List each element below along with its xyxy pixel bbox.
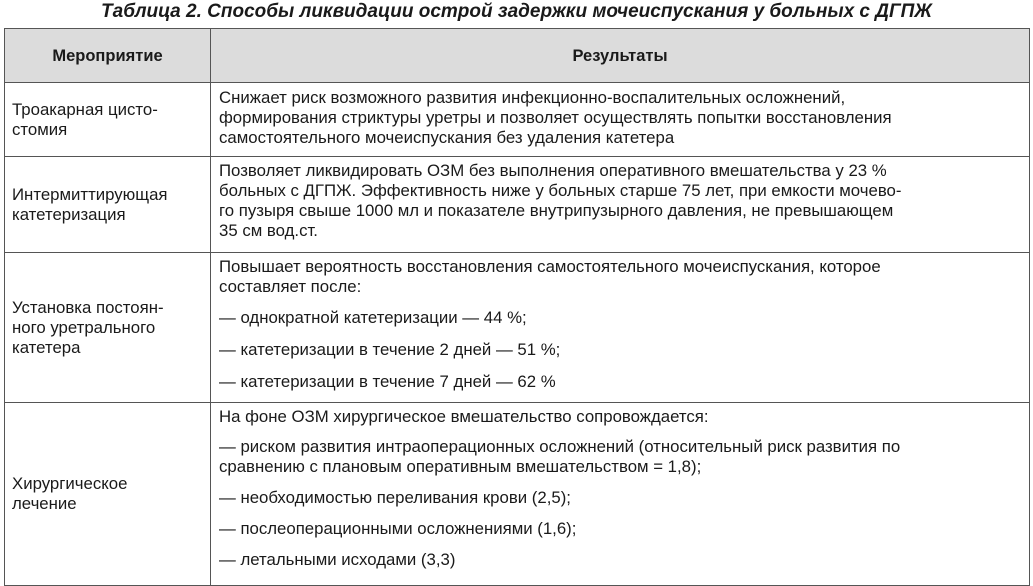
header-results: Результаты (211, 29, 1030, 83)
table-caption: Таблица 2. Способы ликвидации острой задержки мочеиспускания у больных с ДГПЖ (101, 1, 932, 22)
intro-line: На фоне ОЗМ хирургическое вмешательство сопровождается: (219, 407, 709, 426)
list-item (219, 372, 1023, 392)
measure-cell (5, 253, 211, 403)
result-line: го пузыря свыше 1000 мл и показателе внутрипузырного давления, не превышающем (219, 201, 894, 220)
result-cell (211, 83, 1030, 157)
item-line: — послеоперационными осложнениями (1,6); (219, 519, 577, 538)
header-row (5, 29, 1030, 83)
table-row (5, 253, 1030, 403)
table-row (5, 157, 1030, 253)
list-item (219, 519, 1023, 539)
result-intro (219, 407, 1023, 427)
measure-line: Троакарная цисто- (12, 99, 158, 119)
measure-line: катетера (12, 337, 81, 357)
item-line: — однократной катетеризации — 44 %; (219, 308, 527, 327)
header-measure: Мероприятие (5, 29, 211, 83)
list-item (219, 437, 1023, 477)
list-item (219, 340, 1023, 360)
table-row (5, 83, 1030, 157)
data-table (4, 28, 1030, 586)
result-line: Позволяет ликвидировать ОЗМ без выполнения оперативного вмешательства у 23 % (219, 161, 887, 180)
result-intro (219, 257, 1023, 297)
list-item (219, 550, 1023, 570)
intro-line: Повышает вероятность восстановления самостоятельного мочеиспускания, которое (219, 257, 881, 276)
result-line: Снижает риск возможного развития инфекционно-воспалительных осложнений, (219, 88, 846, 107)
measure-line: стомия (12, 119, 68, 139)
measure-cell (5, 83, 211, 157)
list-item (219, 488, 1023, 508)
result-cell (211, 403, 1030, 586)
item-line: — необходимостью переливания крови (2,5); (219, 488, 571, 507)
intro-line: составляет после: (219, 277, 362, 296)
measure-line: Хирургическое (12, 474, 128, 493)
result-line: самостоятельного мочеиспускания без удаления катетера (219, 128, 675, 147)
measure-line: Интермиттирующая (12, 184, 168, 204)
measure-line: катетеризация (12, 204, 126, 224)
result-line: 35 см вод.ст. (219, 221, 318, 240)
measure-line: ного уретрального (12, 317, 156, 337)
measure-cell (5, 157, 211, 253)
measure-cell (5, 403, 211, 586)
item-line: — катетеризации в течение 2 дней — 51 %; (219, 340, 561, 359)
list-item (219, 308, 1023, 328)
measure-line: Установка постоян- (12, 297, 164, 317)
item-line: — летальными исходами (3,3) (219, 550, 456, 569)
result-cell (211, 253, 1030, 403)
item-line: — катетеризации в течение 7 дней — 62 % (219, 372, 556, 391)
item-line: — риском развития интраоперационных осложнений (относительный риск развития по (219, 437, 901, 456)
result-cell (211, 157, 1030, 253)
item-line: сравнению с плановым оперативным вмешательством = 1,8); (219, 457, 702, 476)
result-line: формирования стриктуры уретры и позволяет осуществлять попытки восстановления (219, 108, 892, 127)
result-line: больных с ДГПЖ. Эффективность ниже у больных старше 75 лет, при емкости мочево- (219, 181, 902, 200)
table-row (5, 403, 1030, 586)
measure-line: лечение (12, 494, 77, 513)
